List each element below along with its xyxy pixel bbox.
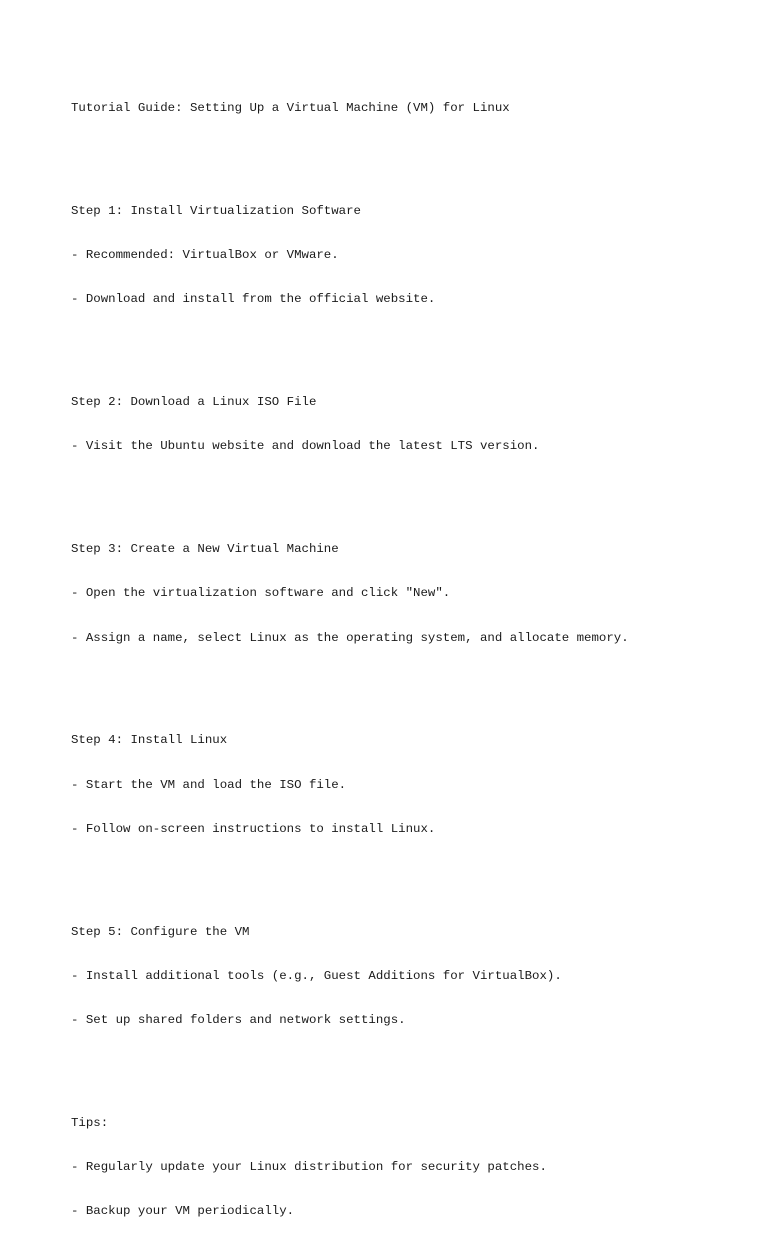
spacer [71, 866, 751, 881]
step-5-heading: Step 5: Configure the VM [71, 924, 250, 939]
step-2-bullet-1: - Visit the Ubuntu website and download the latest LTS version. [71, 439, 540, 454]
step-4-bullet-1: - Start the VM and load the ISO file. [71, 777, 347, 792]
step-5-bullet-1: - Install additional tools (e.g., Guest Additions for VirtualBox). [71, 968, 562, 983]
step-3-bullet-1: - Open the virtualization software and click "New". [71, 586, 451, 601]
step-4-bullet-2: - Follow on-screen instructions to install Linux. [71, 821, 436, 836]
spacer [71, 1057, 751, 1072]
step-3-bullet-2: - Assign a name, select Linux as the operating system, and allocate memory. [71, 630, 629, 645]
spacer [71, 675, 751, 690]
tips-bullet-2: - Backup your VM periodically. [71, 1203, 295, 1218]
step-3-heading: Step 3: Create a New Virtual Machine [71, 542, 339, 557]
step-4-heading: Step 4: Install Linux [71, 733, 228, 748]
tips-bullet-1: - Regularly update your Linux distribution for security patches. [71, 1159, 547, 1174]
step-1-bullet-2: - Download and install from the official website. [71, 292, 436, 307]
step-2-heading: Step 2: Download a Linux ISO File [71, 395, 317, 410]
spacer [71, 484, 751, 499]
step-1-bullet-1: - Recommended: VirtualBox or VMware. [71, 248, 339, 263]
document-page [71, 72, 751, 1233]
step-1-heading: Step 1: Install Virtualization Software [71, 204, 361, 219]
spacer [71, 337, 751, 352]
step-5-bullet-2: - Set up shared folders and network settings. [71, 1012, 406, 1027]
spacer [71, 146, 751, 161]
document-title: Tutorial Guide: Setting Up a Virtual Machine (VM) for Linux [71, 101, 510, 116]
tips-heading: Tips: [71, 1115, 109, 1130]
